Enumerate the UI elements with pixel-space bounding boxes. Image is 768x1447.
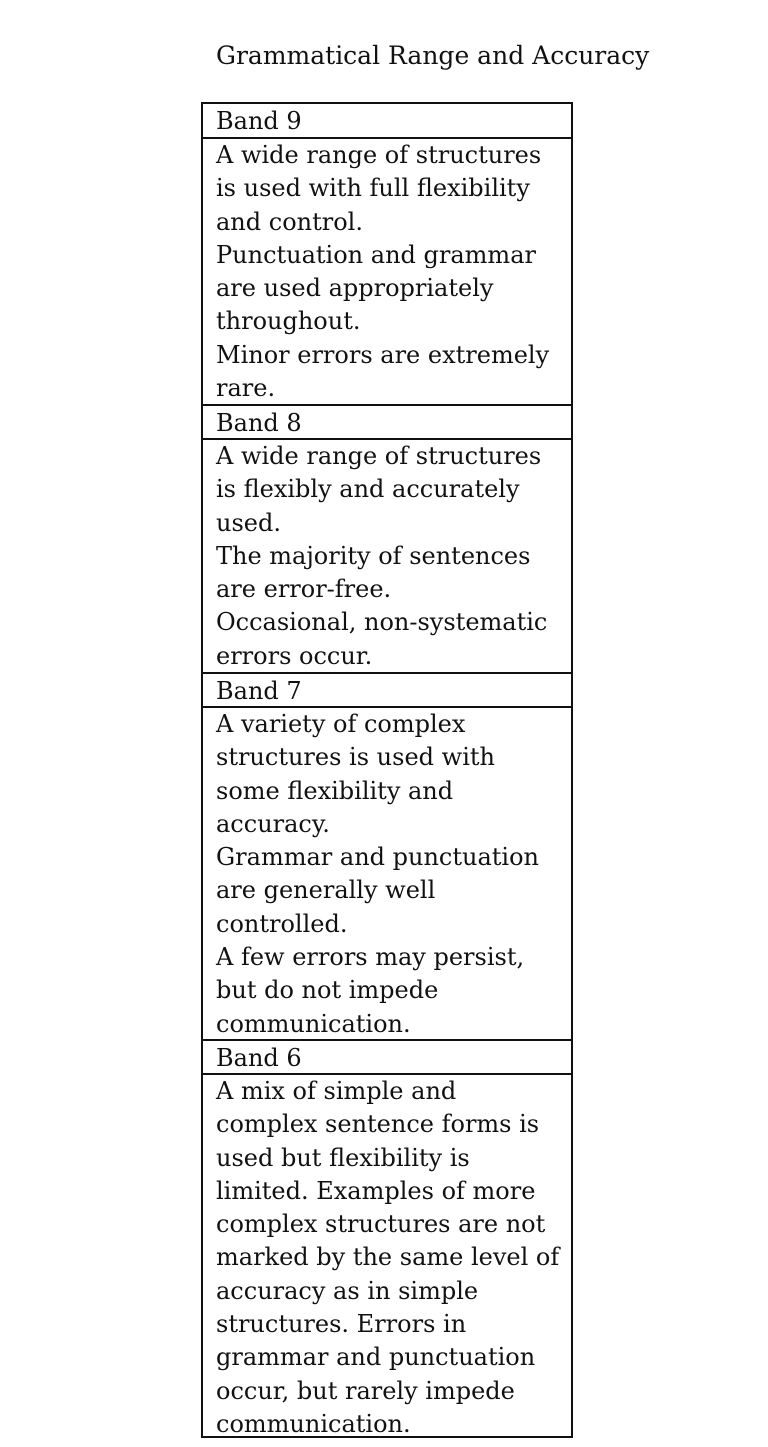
- band-description: A wide range of structures is flexibly and accurately used. The majority of sentences are error-free. Occasional, non-systematic errors occur.: [216, 442, 548, 670]
- band-description-row: [203, 708, 571, 1041]
- band-label: Band 9: [216, 107, 302, 135]
- band-description: A variety of complex structures is used with some flexibility and accuracy. Grammar and punctuation are generally well controlled. A few errors may persist, but do not impede communication.: [216, 710, 539, 1038]
- band-label: Band 8: [216, 409, 302, 437]
- band-header-row: [203, 104, 571, 139]
- band-descriptor-table: [201, 102, 573, 1438]
- band-description-row: [203, 139, 571, 406]
- band-description-row: [203, 1075, 571, 1436]
- band-description: A mix of simple and complex sentence forms is used but flexibility is limited. Examples of more complex structures are not marked by the same level of accuracy as in simple structures. Errors in grammar and punctuation occur, but rarely impede communication.: [216, 1077, 560, 1438]
- band-header-row: [203, 674, 571, 708]
- document-title: Grammatical Range and Accuracy: [216, 41, 650, 70]
- band-description: A wide range of structures is used with full flexibility and control. Punctuation and grammar are used appropriately throughout. Minor errors are extremely rare.: [216, 141, 550, 403]
- band-label: Band 6: [216, 1044, 302, 1072]
- band-header-row: [203, 1041, 571, 1075]
- band-header-row: [203, 406, 571, 440]
- band-description-row: [203, 440, 571, 674]
- band-label: Band 7: [216, 677, 302, 705]
